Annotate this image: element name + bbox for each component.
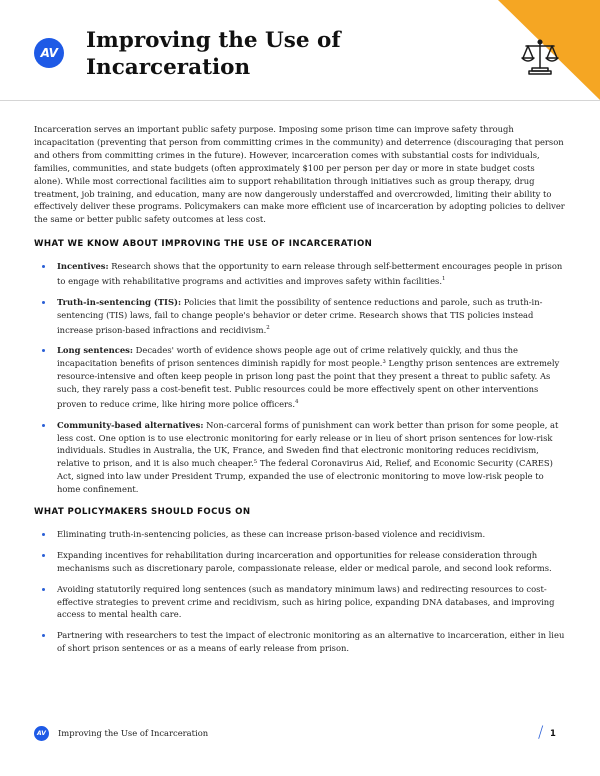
item-lead: Incentives: bbox=[57, 261, 109, 272]
footer-brand-logo bbox=[34, 726, 49, 741]
list-item bbox=[34, 549, 566, 575]
page-number: 1 bbox=[550, 728, 556, 738]
bullet-dot-icon bbox=[42, 301, 45, 304]
item-text: Non-carceral forms of punishment can work better than prison for some people, at less cost. One option is to use electronic monitoring for early release or in lieu of short prison sentences for low-risk individuals. Studies in Australia, the UK, France, and Sweden find that electronic monitoring reduces recidivism, relative to prison, and it is also much cheaper.⁵ The federal Coronavirus Aid, Relief, and Economic Security (CARES) Act, signed into law under President Trump, expanded the use of electronic monitoring to move low-risk people to home confinement. bbox=[57, 419, 559, 495]
item-text: Policies that limit the possibility of sentence reductions and parole, such as truth-in-sentencing (TIS) laws, fail to change people's behavior or deter crime. Research shows that TIS policies instead increase prison-based infractions and recidivism. bbox=[57, 296, 543, 335]
bullet-dot-icon bbox=[42, 634, 45, 637]
page-title-line-1: Improving the Use of bbox=[86, 28, 341, 53]
footnote-ref[interactable]: 1 bbox=[442, 276, 446, 283]
page-footer bbox=[0, 720, 600, 750]
item-text: Partnering with researchers to test the impact of electronic monitoring as an alternative to incarceration, either in lieu of short prison sentences or as a means of early release from prison. bbox=[57, 630, 565, 654]
item-text: Eliminating truth-in-sentencing policies, as these can increase prison-based violence and recidivism. bbox=[57, 528, 486, 539]
what-we-know-list bbox=[34, 260, 566, 496]
bullet-dot-icon bbox=[42, 349, 45, 352]
list-item bbox=[34, 583, 566, 622]
brand-logo-text: AV bbox=[40, 46, 58, 60]
item-lead: Long sentences: bbox=[57, 345, 133, 356]
main-content bbox=[34, 123, 566, 665]
item-text: Avoiding statutorily required long sentences (such as mandatory minimum laws) and redirecting resources to cost-effective strategies to prevent crime and recidivism, such as hiring police, expanding DNA databases, and improving access to mental health care. bbox=[57, 583, 555, 620]
page-title-line-2: Incarceration bbox=[86, 55, 251, 80]
bullet-dot-icon bbox=[42, 554, 45, 557]
page-title bbox=[86, 27, 341, 81]
list-item bbox=[34, 296, 566, 337]
item-text: Expanding incentives for rehabilitation during incarceration and opportunities for release consideration through mechanisms such as discretionary parole, compassionate release, elder or medical parole, and second look reforms. bbox=[57, 549, 552, 573]
item-text: Decades' worth of evidence shows people age out of crime relatively quickly, and thus the incapacitation benefits of prison sentences diminish rapidly for most people.³ Lengthy prison sentences are extremely resource-intensive and often keep people in prison long past the point that they present a threat to public safety. As such, they rarely pass a cost-benefit test. Public resources could be more effectively spent on other interventions proven to reduce crime, like hiring more police officers. bbox=[57, 345, 560, 409]
header-divider bbox=[0, 100, 600, 101]
item-text: Research shows that the opportunity to earn release through self-betterment encourages people in prison to engage with rehabilitative programs and activities and improves safety within facilities. bbox=[57, 261, 563, 286]
list-item bbox=[34, 629, 566, 655]
list-item bbox=[34, 419, 566, 496]
section-heading-what-we-know: WHAT WE KNOW ABOUT IMPROVING THE USE OF INCARCERATION bbox=[34, 239, 373, 250]
footer-slash-divider: / bbox=[538, 722, 544, 741]
policymakers-focus-list bbox=[34, 528, 566, 655]
bullet-dot-icon bbox=[42, 424, 45, 427]
list-item bbox=[34, 528, 566, 541]
item-lead: Truth-in-sentencing (TIS): bbox=[57, 296, 182, 307]
footnote-ref[interactable]: 2 bbox=[266, 324, 270, 331]
list-item bbox=[34, 344, 566, 410]
bullet-dot-icon bbox=[42, 588, 45, 591]
item-lead: Community-based alternatives: bbox=[57, 419, 204, 430]
brand-logo bbox=[34, 38, 64, 68]
bullet-dot-icon bbox=[42, 265, 45, 268]
list-item bbox=[34, 260, 566, 288]
footnote-ref[interactable]: 4 bbox=[295, 398, 299, 405]
section-heading-policymakers-focus: WHAT POLICYMAKERS SHOULD FOCUS ON bbox=[34, 507, 251, 518]
footer-title: Improving the Use of Incarceration bbox=[58, 728, 209, 738]
intro-paragraph: Incarceration serves an important public safety purpose. Imposing some prison time can improve safety through incapacitation (preventing that person from committing crimes in the community) and deterrence (discouraging that person and others from committing crimes in the future). However, incarceration comes with substantial costs for individuals, families, communities, and state budgets (often approximately $100 per person per day or more in state budget costs alone). While most correctional facilities aim to support rehabilitation through initiatives such as group therapy, drug treatment, job training, and education, many are now dangerously understaffed and overcrowded, limiting their ability to effectively deliver these programs. Policymakers can make more efficient use of incarceration by adopting policies to deliver the same or better public safety outcomes at less cost. bbox=[34, 124, 565, 225]
footer-logo-text: AV bbox=[37, 730, 46, 737]
scale-of-justice-icon bbox=[520, 38, 560, 76]
page-header bbox=[0, 0, 600, 100]
bullet-dot-icon bbox=[42, 533, 45, 536]
